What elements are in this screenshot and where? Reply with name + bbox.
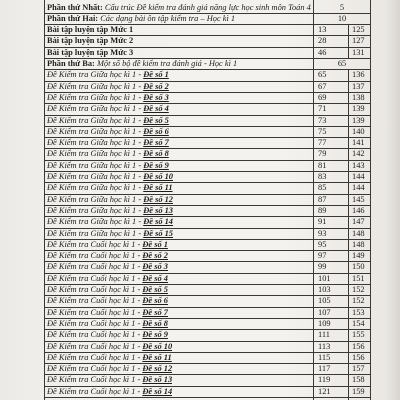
- answer-page: 159: [352, 386, 365, 396]
- answer-page: 154: [352, 318, 365, 328]
- exam-prefix: Đề Kiểm tra Cuối học kì 1 -: [47, 285, 143, 294]
- exam-number: Đề số 11: [143, 183, 173, 193]
- entry-title: [47, 103, 169, 114]
- exam-prefix: Đề Kiểm tra Giữa học kì 1 -: [47, 70, 144, 80]
- question-page: 119: [318, 375, 331, 385]
- table-row-rule: [44, 47, 370, 48]
- entry-title: [47, 182, 173, 193]
- toc-row[interactable]: [44, 363, 370, 374]
- entry-title: [47, 148, 169, 159]
- table-row-rule: [44, 24, 370, 25]
- toc-row[interactable]: [44, 2, 370, 13]
- answer-page: 151: [352, 273, 365, 283]
- exam-prefix: Đề Kiểm tra Cuối học kì 1 -: [47, 307, 143, 317]
- page-number: 10: [337, 13, 347, 23]
- entry-title: [47, 126, 169, 137]
- toc-row[interactable]: [44, 273, 370, 284]
- answer-page: 152: [352, 296, 365, 306]
- exam-label: [47, 195, 173, 204]
- entry-title: [47, 261, 168, 272]
- table-row-rule: [44, 397, 370, 398]
- table-row-rule: [44, 115, 370, 116]
- table-row-rule: [44, 216, 370, 217]
- answer-page: 138: [352, 92, 365, 102]
- exam-number: Đề số 3: [142, 262, 168, 272]
- section-description: Cấu trúc Đề kiểm tra đánh giá năng lực học sinh môn Toán 4: [104, 2, 311, 12]
- toc-row[interactable]: [44, 148, 370, 159]
- toc-row[interactable]: [44, 329, 370, 340]
- question-page: 99: [318, 262, 327, 272]
- toc-row[interactable]: [44, 386, 370, 397]
- entry-title: [47, 92, 169, 103]
- page-edge-shadow: [386, 0, 400, 400]
- exam-number: Đề số 2: [143, 81, 169, 91]
- table-row-rule: [44, 92, 370, 93]
- answer-page: 142: [352, 149, 365, 159]
- table-row-rule: [44, 148, 370, 149]
- entry-title: [47, 250, 168, 261]
- toc-row[interactable]: [44, 216, 370, 227]
- toc-row[interactable]: [44, 352, 370, 363]
- entry-title: [47, 194, 173, 205]
- exam-prefix: Đề Kiểm tra Giữa học kì 1 -: [47, 194, 144, 204]
- table-row-rule: [44, 295, 370, 296]
- exam-number: Đề số 4: [143, 104, 169, 114]
- practice-label: Bài tập luyện tập Mức 2: [47, 36, 134, 46]
- toc-row[interactable]: [44, 103, 370, 114]
- exam-number: Đề số 10: [142, 341, 173, 351]
- entry-title: [47, 171, 173, 182]
- exam-prefix: Đề Kiểm tra Cuối học kì 1 -: [47, 273, 143, 283]
- exam-prefix: Đề Kiểm tra Giữa học kì 1 -: [47, 138, 144, 148]
- answer-page: 144: [352, 183, 365, 193]
- practice-label: Bài tập luyện tập Mức 3: [47, 47, 134, 57]
- answer-page: 136: [352, 70, 365, 80]
- exam-prefix: Đề Kiểm tra Giữa học kì 1 -: [47, 172, 144, 181]
- question-page: 111: [318, 330, 330, 340]
- table-row-rule: [44, 261, 370, 262]
- exam-number: Đề số 13: [142, 375, 173, 385]
- entry-title: [47, 137, 169, 148]
- exam-label: [47, 93, 169, 102]
- exam-prefix: Đề Kiểm tra Giữa học kì 1 -: [47, 149, 144, 159]
- entry-title: [47, 69, 169, 80]
- toc-row[interactable]: [44, 92, 370, 103]
- table-row-rule: [44, 58, 370, 59]
- table-row-rule: [44, 329, 370, 330]
- question-page: 93: [318, 228, 327, 238]
- exam-label: [47, 342, 172, 351]
- table-row-rule: [44, 284, 370, 285]
- toc-row[interactable]: [44, 261, 370, 272]
- table-row-rule: [44, 103, 370, 104]
- answer-page: 137: [352, 81, 365, 91]
- exam-prefix: Đề Kiểm tra Giữa học kì 1 -: [47, 160, 144, 170]
- answer-page: 153: [352, 307, 365, 317]
- table-row-rule: [44, 205, 370, 206]
- toc-row[interactable]: [44, 47, 370, 58]
- question-page: 67: [318, 81, 327, 91]
- table-row-rule: [44, 160, 370, 161]
- exam-number: Đề số 3: [143, 92, 169, 102]
- question-page: 81: [318, 160, 327, 170]
- answer-page: 144: [352, 172, 365, 181]
- toc-row[interactable]: [44, 295, 370, 306]
- toc-row[interactable]: [44, 239, 370, 250]
- question-page: 107: [318, 307, 331, 317]
- exam-label: [47, 229, 173, 238]
- answer-page: 150: [352, 262, 365, 272]
- table-row-rule: [44, 318, 370, 319]
- exam-number: Đề số 7: [143, 138, 169, 148]
- table-row-rule: [44, 239, 370, 240]
- table-column-rule: [370, 0, 371, 400]
- table-row-rule: [44, 182, 370, 183]
- entry-title: [47, 24, 133, 35]
- table-row-rule: [44, 352, 370, 353]
- exam-number: Đề số 12: [143, 194, 173, 204]
- answer-page: 156: [352, 352, 365, 362]
- answer-page: 139: [352, 104, 365, 114]
- toc-row[interactable]: [44, 13, 370, 24]
- exam-prefix: Đề Kiểm tra Cuối học kì 1 -: [47, 262, 143, 272]
- question-page: 77: [318, 138, 327, 148]
- exam-number: Đề số 8: [143, 149, 169, 159]
- exam-prefix: Đề Kiểm tra Cuối học kì 1 -: [47, 341, 143, 351]
- exam-label: [47, 138, 169, 147]
- exam-number: Đề số 14: [142, 386, 173, 396]
- exam-number: Đề số 1: [143, 70, 169, 80]
- toc-row[interactable]: [44, 69, 370, 80]
- exam-label: [47, 319, 168, 328]
- question-page: 115: [318, 352, 331, 362]
- table-row-rule: [44, 341, 370, 342]
- exam-label: [47, 82, 169, 91]
- question-page: 101: [318, 273, 331, 283]
- exam-label: [47, 217, 173, 226]
- entry-title: [47, 352, 172, 363]
- answer-page: 143: [352, 160, 365, 170]
- exam-label: [47, 206, 173, 215]
- exam-label: [47, 387, 172, 396]
- exam-label: [47, 251, 168, 260]
- question-page: 65: [318, 70, 327, 80]
- toc-row[interactable]: [44, 182, 370, 193]
- answer-page: 127: [352, 36, 365, 46]
- exam-number: Đề số 6: [142, 296, 168, 306]
- table-row-rule: [44, 374, 370, 375]
- table-row-rule: [44, 35, 370, 36]
- exam-label: [47, 353, 172, 362]
- table-row-rule: [44, 250, 370, 251]
- answer-page: 140: [352, 126, 365, 136]
- answer-page: 146: [352, 205, 365, 215]
- exam-label: [47, 296, 168, 305]
- exam-label: [47, 330, 168, 339]
- exam-prefix: Đề Kiểm tra Cuối học kì 1 -: [47, 375, 143, 385]
- exam-prefix: Đề Kiểm tra Giữa học kì 1 -: [47, 92, 144, 102]
- exam-prefix: Đề Kiểm tra Cuối học kì 1 -: [47, 296, 143, 306]
- exam-prefix: Đề Kiểm tra Giữa học kì 1 -: [47, 81, 144, 91]
- table-row-rule: [44, 137, 370, 138]
- exam-label: [47, 375, 172, 384]
- exam-prefix: Đề Kiểm tra Giữa học kì 1 -: [47, 115, 144, 125]
- entry-title: [47, 307, 168, 318]
- exam-number: Đề số 4: [142, 273, 168, 283]
- practice-label: Bài tập luyện tập Mức 1: [47, 25, 134, 35]
- question-page: 83: [318, 172, 327, 181]
- table-row-rule: [44, 13, 370, 14]
- exam-prefix: Đề Kiểm tra Cuối học kì 1 -: [47, 386, 143, 396]
- exam-label: [47, 274, 168, 283]
- answer-page: 157: [352, 364, 365, 374]
- table-row-rule: [44, 307, 370, 308]
- table-row-rule: [44, 126, 370, 127]
- page-number: 65: [337, 59, 347, 68]
- answer-page: 155: [352, 330, 365, 340]
- section-label: Phần thứ Ba:: [47, 59, 97, 68]
- toc-row[interactable]: [44, 58, 370, 69]
- answer-page: 131: [352, 47, 365, 57]
- question-page: 121: [318, 386, 331, 396]
- toc-row[interactable]: [44, 137, 370, 148]
- question-page: 79: [318, 149, 327, 159]
- entry-title: [47, 35, 133, 46]
- exam-number: Đề số 9: [143, 160, 169, 170]
- entry-title: [47, 295, 168, 306]
- page-number: 5: [339, 2, 345, 12]
- toc-row[interactable]: [44, 115, 370, 126]
- question-page: 13: [318, 25, 327, 35]
- entry-title: [47, 284, 168, 295]
- toc-row[interactable]: [44, 160, 370, 171]
- entry-title: [47, 115, 169, 126]
- question-page: 109: [318, 318, 331, 328]
- exam-label: [47, 308, 168, 317]
- exam-prefix: Đề Kiểm tra Cuối học kì 1 -: [47, 330, 143, 340]
- answer-page: 147: [352, 217, 365, 227]
- question-page: 113: [318, 341, 331, 351]
- exam-number: Đề số 8: [142, 318, 168, 328]
- toc-row[interactable]: [44, 35, 370, 46]
- toc-row[interactable]: [44, 24, 370, 35]
- toc-row[interactable]: [44, 205, 370, 216]
- section-label: Phần thứ Hai:: [47, 13, 101, 23]
- question-page: 71: [318, 104, 327, 114]
- table-row-rule: [44, 194, 370, 195]
- section-title: [47, 58, 237, 69]
- entry-title: [47, 216, 173, 227]
- section-title: [47, 13, 235, 24]
- toc-row[interactable]: [44, 228, 370, 239]
- exam-prefix: Đề Kiểm tra Giữa học kì 1 -: [47, 104, 144, 114]
- answer-page: 156: [352, 341, 365, 351]
- exam-label: [47, 240, 168, 249]
- entry-title: [47, 386, 172, 397]
- question-page: 69: [318, 92, 327, 102]
- toc-row[interactable]: [44, 250, 370, 261]
- exam-number: Đề số 6: [143, 126, 169, 136]
- answer-page: 125: [352, 25, 365, 35]
- entry-title: [47, 341, 172, 352]
- table-row-rule: [44, 81, 370, 82]
- table-column-rule: [348, 24, 349, 58]
- exam-label: [47, 104, 169, 113]
- table-row-rule: [44, 363, 370, 364]
- answer-page: 148: [352, 228, 365, 238]
- entry-title: [47, 318, 168, 329]
- toc-row[interactable]: [44, 194, 370, 205]
- entry-title: [47, 47, 133, 58]
- question-page: 117: [318, 364, 331, 374]
- question-page: 103: [318, 285, 331, 294]
- exam-number: Đề số 15: [143, 228, 173, 238]
- exam-number: Đề số 11: [142, 352, 172, 362]
- toc-row[interactable]: [44, 284, 370, 295]
- entry-title: [47, 228, 173, 239]
- exam-label: [47, 161, 169, 170]
- entry-title: [47, 160, 169, 171]
- answer-page: 149: [352, 251, 365, 261]
- toc-row[interactable]: [44, 126, 370, 137]
- exam-prefix: Đề Kiểm tra Cuối học kì 1 -: [47, 352, 143, 362]
- exam-number: Đề số 10: [143, 172, 173, 181]
- question-page: 91: [318, 217, 327, 227]
- question-page: 85: [318, 183, 327, 193]
- toc-row[interactable]: [44, 81, 370, 92]
- toc-row[interactable]: [44, 307, 370, 318]
- table-row-rule: [44, 228, 370, 229]
- exam-label: [47, 149, 169, 158]
- toc-row[interactable]: [44, 374, 370, 385]
- exam-label: [47, 183, 173, 192]
- exam-prefix: Đề Kiểm tra Cuối học kì 1 -: [47, 239, 143, 249]
- section-description: Các dạng bài ôn tập kiểm tra – Học kì 1: [100, 13, 236, 23]
- exam-prefix: Đề Kiểm tra Giữa học kì 1 -: [47, 228, 144, 238]
- exam-prefix: Đề Kiểm tra Giữa học kì 1 -: [47, 205, 144, 215]
- exam-label: [47, 116, 169, 125]
- exam-prefix: Đề Kiểm tra Giữa học kì 1 -: [47, 126, 144, 136]
- exam-label: [47, 70, 169, 79]
- entry-title: [47, 363, 172, 374]
- exam-label: [47, 172, 173, 181]
- table-column-rule: [348, 69, 349, 400]
- question-page: 89: [318, 205, 327, 215]
- exam-number: Đề số 5: [142, 285, 168, 294]
- question-page: 87: [318, 194, 327, 204]
- exam-prefix: Đề Kiểm tra Cuối học kì 1 -: [47, 318, 143, 328]
- exam-label: [47, 285, 168, 294]
- entry-title: [47, 81, 169, 92]
- toc-row[interactable]: [44, 341, 370, 352]
- answer-page: 152: [352, 285, 365, 294]
- question-page: 73: [318, 115, 327, 125]
- exam-number: Đề số 2: [142, 251, 168, 261]
- exam-number: Đề số 5: [143, 115, 169, 125]
- entry-title: [47, 239, 168, 250]
- entry-title: [47, 273, 168, 284]
- exam-label: [47, 364, 172, 373]
- answer-page: 145: [352, 194, 365, 204]
- question-page: 75: [318, 126, 327, 136]
- toc-row[interactable]: [44, 171, 370, 182]
- exam-number: Đề số 7: [142, 307, 168, 317]
- exam-prefix: Đề Kiểm tra Cuối học kì 1 -: [47, 364, 143, 374]
- answer-page: 141: [352, 138, 365, 148]
- entry-title: [47, 329, 168, 340]
- answer-page: 139: [352, 115, 365, 125]
- exam-prefix: Đề Kiểm tra Giữa học kì 1 -: [47, 183, 144, 193]
- exam-label: [47, 127, 169, 136]
- exam-number: Đề số 13: [143, 205, 173, 215]
- section-description: Một số bộ đề kiểm tra đánh giá - Học kì 1: [96, 59, 238, 68]
- section-title: [47, 2, 311, 13]
- exam-prefix: Đề Kiểm tra Giữa học kì 1 -: [47, 217, 144, 227]
- question-page: 46: [318, 47, 327, 57]
- exam-number: Đề số 9: [142, 330, 168, 340]
- question-page: 105: [318, 296, 331, 306]
- exam-number: Đề số 12: [142, 364, 173, 374]
- section-label: Phần thứ Nhất:: [47, 2, 105, 12]
- entry-title: [47, 374, 172, 385]
- entry-title: [47, 205, 173, 216]
- question-page: 97: [318, 251, 327, 261]
- table-row-rule: [44, 386, 370, 387]
- table-row-rule: [44, 273, 370, 274]
- exam-label: [47, 262, 168, 271]
- table-row-rule: [44, 69, 370, 70]
- question-page: 95: [318, 239, 327, 249]
- exam-prefix: Đề Kiểm tra Cuối học kì 1 -: [47, 251, 143, 261]
- question-page: 28: [318, 36, 327, 46]
- answer-page: 148: [352, 239, 365, 249]
- exam-number: Đề số 14: [143, 217, 173, 227]
- toc-row[interactable]: [44, 318, 370, 329]
- answer-page: 158: [352, 375, 365, 385]
- exam-number: Đề số 1: [142, 239, 168, 249]
- table-row-rule: [44, 171, 370, 172]
